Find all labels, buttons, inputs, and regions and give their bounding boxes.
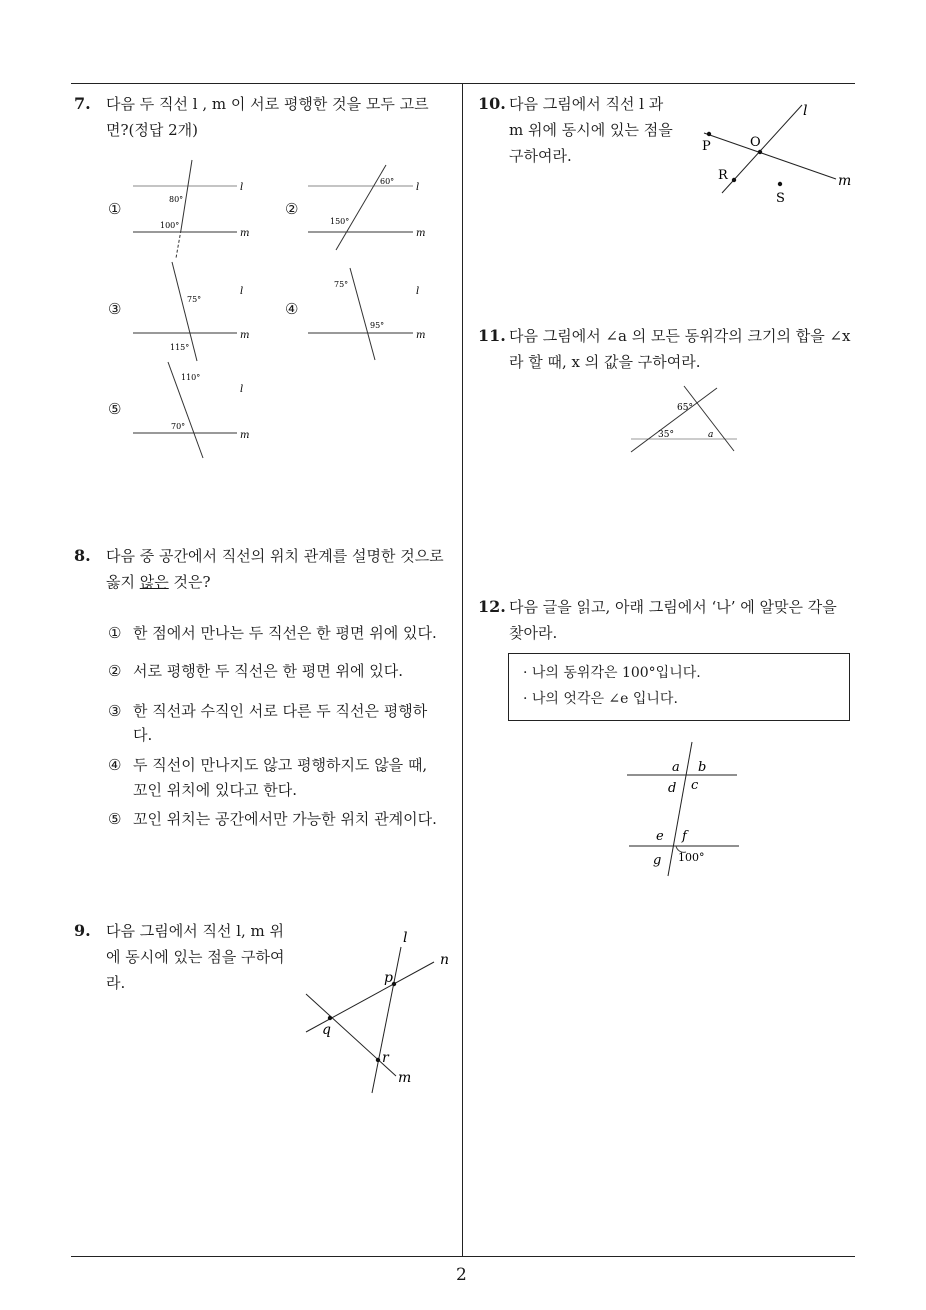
q9-figure bbox=[290, 920, 460, 1100]
q9-text-line1: 다음 그림에서 직선 l, m 위 bbox=[106, 922, 285, 940]
q7-fig1-l: l bbox=[240, 182, 244, 193]
q10-label-R: R bbox=[718, 168, 728, 183]
q12-hint-line2: · 나의 엇각은 ∠e 입니다. bbox=[523, 691, 678, 707]
column-divider bbox=[462, 83, 463, 1257]
q11-label-top: 65° bbox=[677, 403, 693, 413]
q9-label-q: q bbox=[322, 1022, 331, 1038]
q9-text-line2: 에 동시에 있는 점을 구하여 bbox=[106, 948, 285, 966]
q8-option-4-text: 두 직선이 만나지도 않고 평행하지도 않을 때, bbox=[133, 756, 428, 774]
q12-number: 12. bbox=[478, 597, 506, 616]
q7-text-line2: 면?(정답 2개) bbox=[106, 121, 199, 139]
q10-point-O bbox=[758, 150, 762, 154]
q9-label-n: n bbox=[440, 952, 450, 968]
q7-fig4-l: l bbox=[416, 286, 420, 297]
q7-fig3-angle-top: 75° bbox=[187, 295, 202, 304]
q7-option-4-mark: ④ bbox=[285, 300, 299, 318]
q10-point-S bbox=[778, 182, 782, 186]
q12-label-g: g bbox=[653, 853, 662, 868]
q7-fig2-l: l bbox=[416, 182, 420, 193]
q10-label-O: O bbox=[750, 135, 761, 150]
q9-label-r: r bbox=[382, 1050, 389, 1066]
q10-label-S: S bbox=[776, 191, 785, 206]
q10-label-P: P bbox=[702, 139, 711, 154]
q8-text-line1: 다음 중 공간에서 직선의 위치 관계를 설명한 것으로 bbox=[106, 547, 444, 565]
q10-text-line1: 다음 그림에서 직선 l 과 bbox=[509, 95, 664, 113]
q11-text-line1: 다음 그림에서 ∠a 의 모든 동위각의 크기의 합을 ∠x bbox=[509, 327, 851, 345]
q7-number: 7. bbox=[74, 94, 91, 113]
q7-fig4-angle-top: 75° bbox=[334, 280, 349, 289]
q11-label-left: 35° bbox=[658, 430, 674, 440]
q12-hint-box bbox=[508, 653, 850, 721]
q7-fig2-angle-top: 60° bbox=[380, 177, 395, 186]
q12-label-c: c bbox=[691, 778, 699, 793]
q7-text-line1: 다음 두 직선 l , m 이 서로 평행한 것을 모두 고르 bbox=[106, 95, 429, 113]
q7-figure-4 bbox=[308, 268, 413, 360]
q11-number: 11. bbox=[478, 326, 506, 345]
q8-option-2-mark: ② bbox=[108, 662, 122, 680]
q7-fig3-angle-bottom: 115° bbox=[170, 343, 190, 352]
q8-option-4-mark: ④ bbox=[108, 756, 122, 774]
q8-option-1-text: 한 점에서 만나는 두 직선은 한 평면 위에 있다. bbox=[133, 624, 437, 642]
q11-label-a: a bbox=[708, 430, 714, 440]
q7-fig1-m: m bbox=[240, 228, 250, 239]
bottom-rule bbox=[71, 1256, 855, 1257]
q9-number: 9. bbox=[74, 921, 91, 940]
q10-label-l: l bbox=[803, 103, 808, 119]
q9-point-r bbox=[376, 1058, 380, 1062]
q8-option-4-text2: 꼬인 위치에 있다고 한다. bbox=[133, 781, 297, 799]
q9-label-l: l bbox=[403, 930, 408, 946]
q8-option-3-mark: ③ bbox=[108, 702, 122, 720]
q12-label-e: e bbox=[656, 829, 664, 844]
q8-text-line2 bbox=[106, 569, 211, 595]
q7-figure-1 bbox=[133, 160, 237, 258]
q10-text-line3: 구하여라. bbox=[509, 147, 572, 165]
q8-number: 8. bbox=[74, 546, 91, 565]
q10-number: 10. bbox=[478, 94, 506, 113]
q12-label-b: b bbox=[698, 760, 707, 775]
q12-text-line2: 찾아라. bbox=[509, 624, 558, 642]
q12-label-a: a bbox=[672, 760, 680, 775]
q12-label-d: d bbox=[668, 781, 677, 796]
q10-point-P bbox=[707, 132, 711, 136]
q8-option-2-text: 서로 평행한 두 직선은 한 평면 위에 있다. bbox=[133, 662, 403, 680]
q8-option-1-mark: ① bbox=[108, 624, 122, 642]
q7-option-2-mark: ② bbox=[285, 200, 299, 218]
q7-fig5-m: m bbox=[240, 430, 250, 441]
q8-option-3-text: 한 직선과 수직인 서로 다른 두 직선은 평행하 bbox=[133, 702, 428, 720]
q7-fig4-angle-bottom: 95° bbox=[370, 321, 385, 330]
q7-fig5-angle-bottom: 70° bbox=[171, 422, 186, 431]
q8-text-line2-post: 것은? bbox=[168, 573, 211, 591]
q12-label-angle: 100° bbox=[678, 851, 705, 864]
q10-label-m: m bbox=[838, 173, 852, 189]
q7-figures bbox=[0, 0, 462, 470]
q7-option-1-mark: ① bbox=[108, 200, 122, 218]
q10-figure bbox=[690, 95, 860, 215]
q8-option-3-text2: 다. bbox=[133, 726, 153, 744]
q12-figure bbox=[620, 740, 750, 880]
q7-figure-2 bbox=[308, 165, 413, 250]
page-number: 2 bbox=[456, 1265, 467, 1285]
q7-fig2-m: m bbox=[416, 228, 426, 239]
q9-text-line3: 라. bbox=[106, 974, 126, 992]
q9-point-q bbox=[328, 1016, 332, 1020]
q7-fig3-l: l bbox=[240, 286, 244, 297]
q8-option-5-text: 꼬인 위치는 공간에서만 가능한 위치 관계이다. bbox=[133, 810, 437, 828]
q7-fig4-m: m bbox=[416, 330, 426, 341]
q8-option-5-mark: ⑤ bbox=[108, 810, 122, 828]
q10-text-line2: m 위에 동시에 있는 점을 bbox=[509, 121, 673, 139]
q7-fig1-angle-top: 80° bbox=[169, 195, 184, 204]
q11-figure bbox=[625, 380, 745, 460]
q10-point-R bbox=[732, 178, 736, 182]
q7-fig5-l: l bbox=[240, 384, 244, 395]
q7-option-3-mark: ③ bbox=[108, 300, 122, 318]
q11-text-line2: 라 할 때, x 의 값을 구하여라. bbox=[509, 353, 701, 371]
q12-label-f: f bbox=[682, 829, 687, 844]
q12-text-line1: 다음 글을 읽고, 아래 그림에서 ‘나’ 에 알맞은 각을 bbox=[509, 598, 837, 616]
q9-label-m: m bbox=[398, 1070, 412, 1086]
q8-text-line2-pre: 옳지 bbox=[106, 573, 140, 591]
q7-fig3-m: m bbox=[240, 330, 250, 341]
q8-underlined-word: 않은 bbox=[139, 573, 169, 591]
q7-fig2-angle-bottom: 150° bbox=[330, 217, 350, 226]
q9-label-p: p bbox=[384, 970, 393, 986]
q7-fig5-angle-top: 110° bbox=[181, 373, 201, 382]
q7-option-5-mark: ⑤ bbox=[108, 400, 122, 418]
q12-hint-line1: · 나의 동위각은 100°입니다. bbox=[523, 665, 701, 681]
q7-fig1-angle-bottom: 100° bbox=[160, 221, 180, 230]
